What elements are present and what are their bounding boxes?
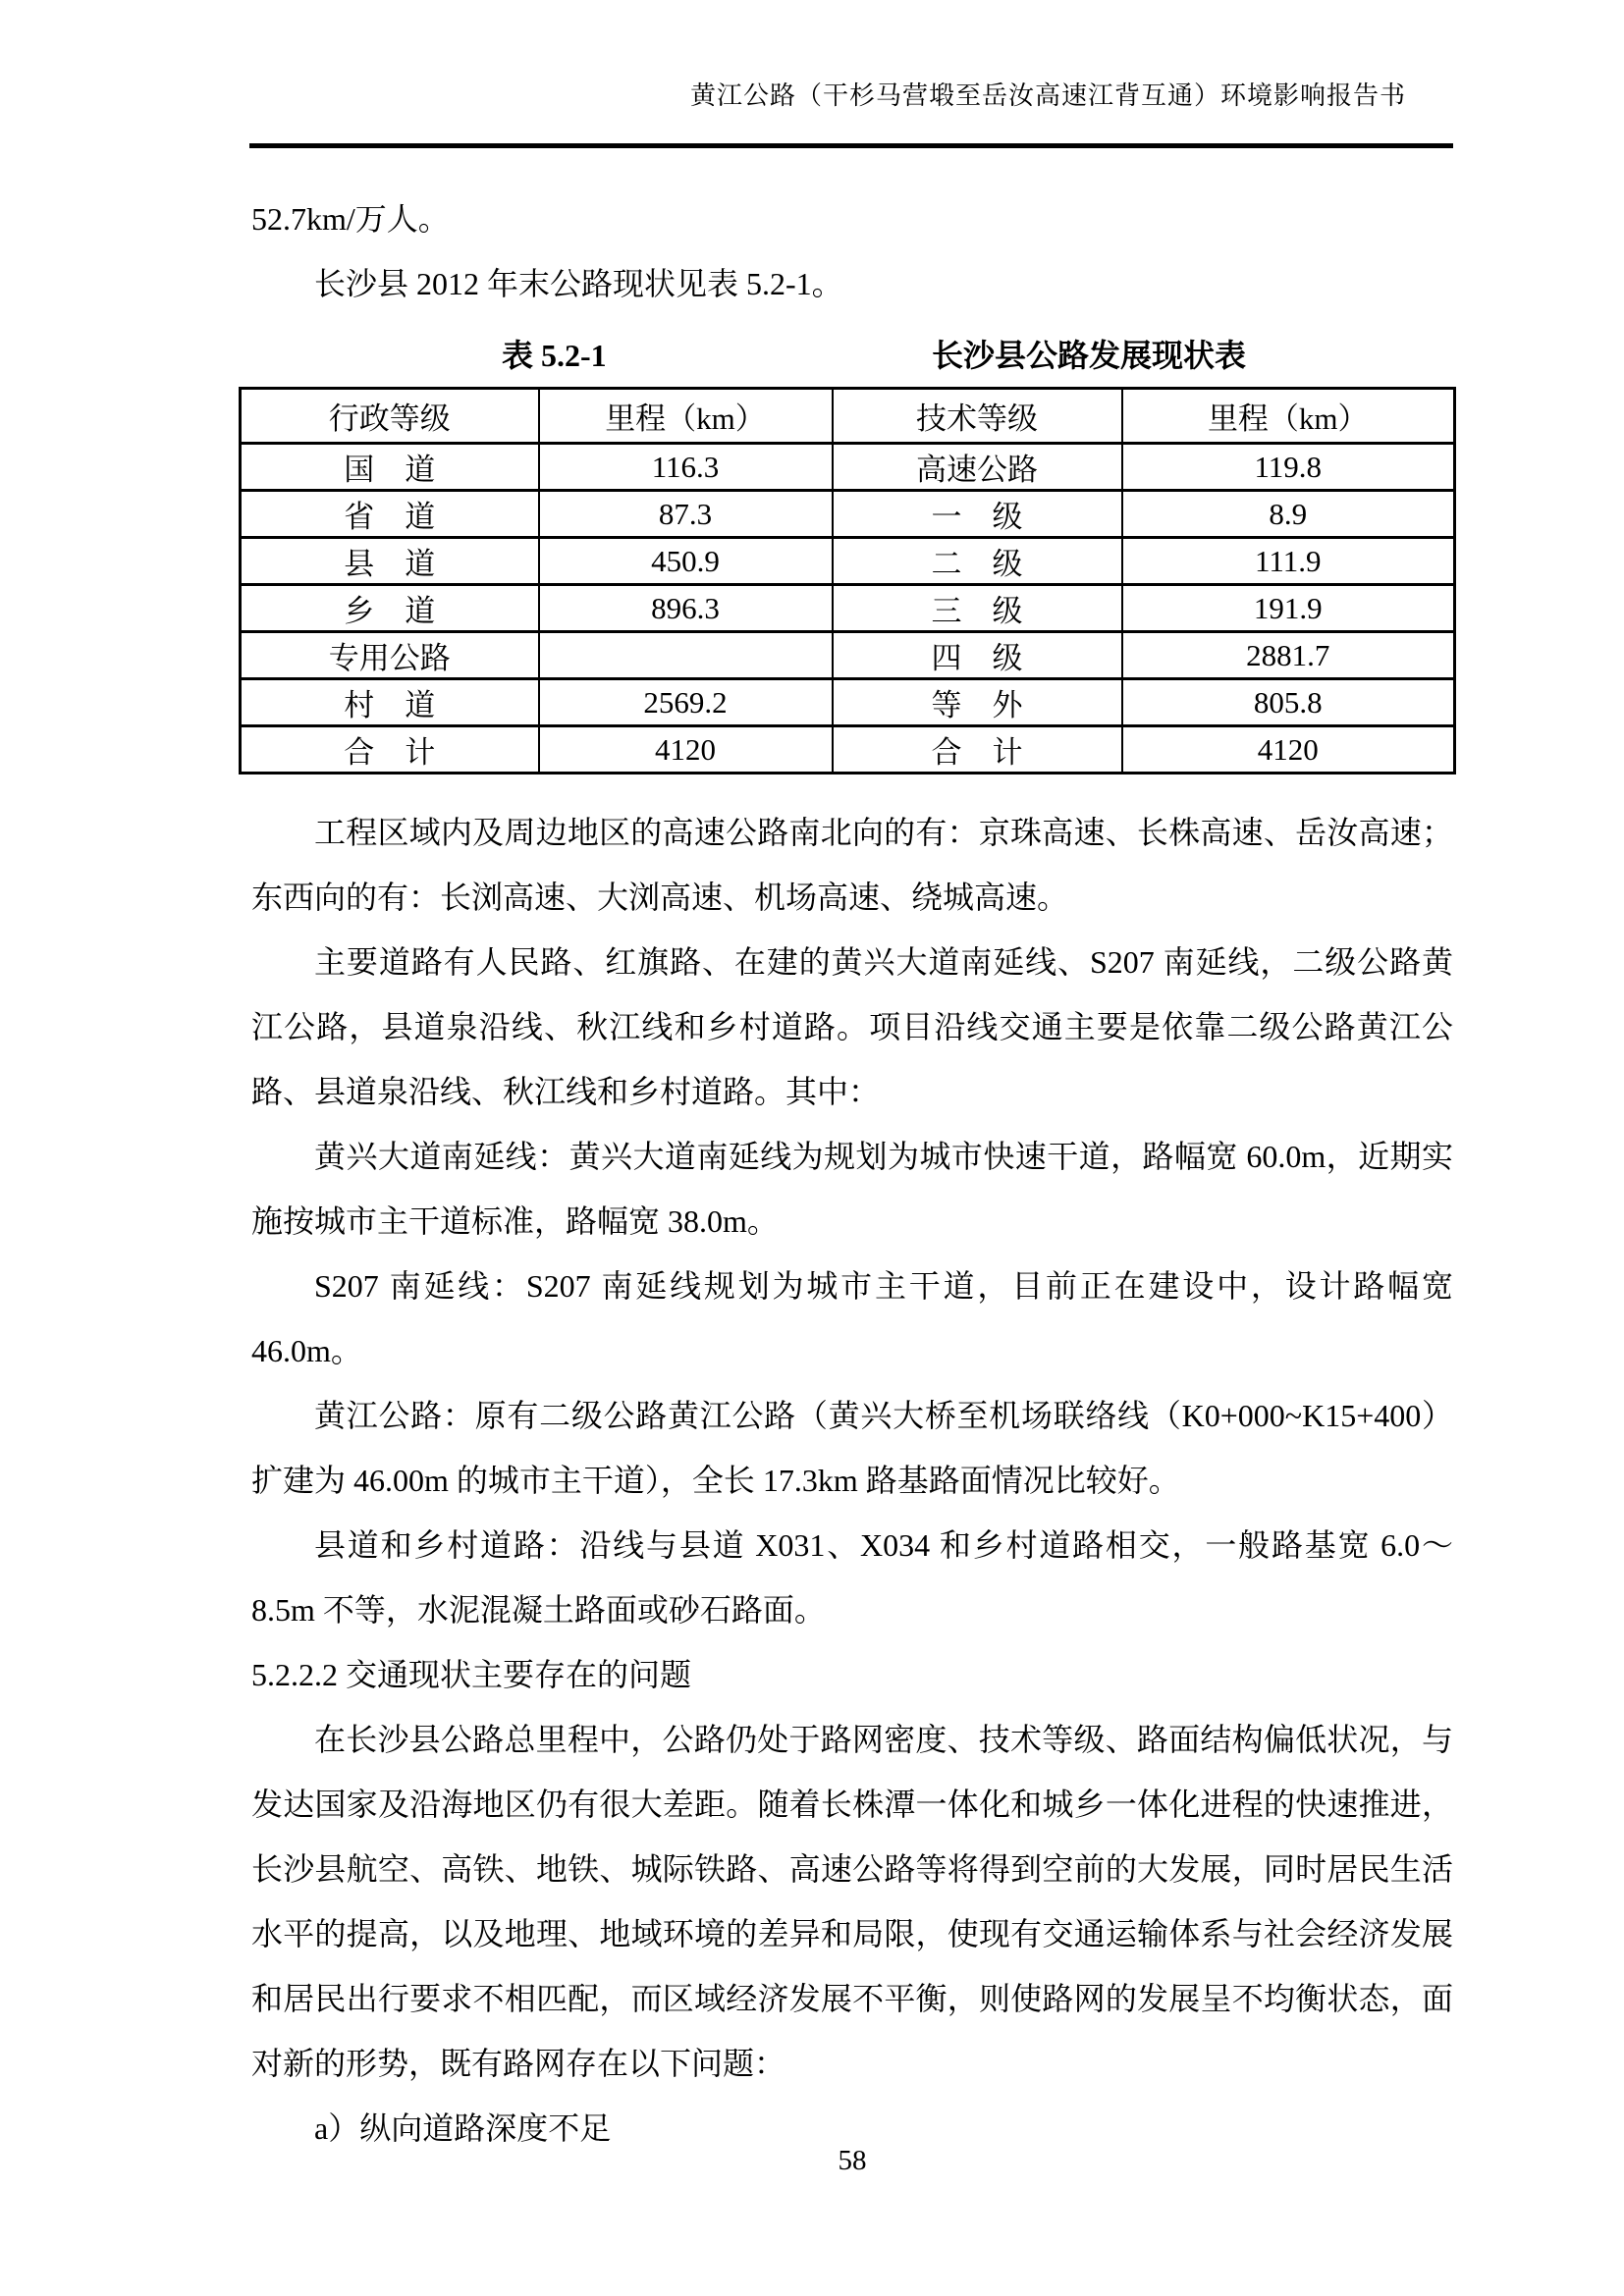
paragraph-continuation: 52.7km/万人。 — [251, 201, 450, 237]
table-header-row — [241, 389, 1455, 444]
table-cell: 二 级 — [833, 538, 1122, 585]
body-paragraph: 县道和乡村道路：沿线与县道 X031、X034 和乡村道路相交，一般路基宽 6.0～8.5m 不等，水泥混凝土路面或砂石路面。 — [251, 1527, 1453, 1628]
header-rule — [249, 143, 1453, 148]
table-cell: 8.9 — [1122, 491, 1455, 538]
table-cell: 116.3 — [539, 444, 833, 491]
table-row — [241, 679, 1455, 726]
table-cell: 省 道 — [241, 491, 539, 538]
table-row — [241, 726, 1455, 774]
table-header-cell: 里程（km） — [1122, 389, 1455, 444]
body-paragraph: 黄兴大道南延线：黄兴大道南延线为规划为城市快速干道，路幅宽 60.0m，近期实施按城市主干道标准，路幅宽 38.0m。 — [251, 1139, 1453, 1239]
table-cell: 450.9 — [539, 538, 833, 585]
table-caption-label: 表 5.2-1 — [502, 338, 607, 373]
table-cell: 三 级 — [833, 585, 1122, 632]
table-cell: 高速公路 — [833, 444, 1122, 491]
body-paragraph: 工程区域内及周边地区的高速公路南北向的有：京珠高速、长株高速、岳汝高速；东西向的有：长浏高速、大浏高速、机场高速、绕城高速。 — [251, 815, 1453, 915]
body-paragraph: 主要道路有人民路、红旗路、在建的黄兴大道南延线、S207 南延线，二级公路黄江公路，县道泉沿线、秋江线和乡村道路。项目沿线交通主要是依靠二级公路黄江公路、县道泉沿线、秋江线和乡村道路。其中： — [251, 944, 1453, 1109]
table-cell: 805.8 — [1122, 679, 1455, 726]
table-row — [241, 632, 1455, 679]
table-header-cell: 行政等级 — [241, 389, 539, 444]
table-cell: 乡 道 — [241, 585, 539, 632]
body-paragraph: 在长沙县公路总里程中，公路仍处于路网密度、技术等级、路面结构偏低状况，与发达国家及沿海地区仍有很大差距。随着长株潭一体化和城乡一体化进程的快速推进，长沙县航空、高铁、地铁、城际铁路、高速公路等将得到空前的大发展，同时居民生活水平的提高，以及地理、地域环境的差异和局限，使现有交通运输体系与社会经济发展和居民出行要求不相匹配，而区域经济发展不平衡，则使路网的发展呈不均衡状态，面对新的形势，既有路网存在以下问题： — [251, 1722, 1453, 2081]
page-content — [251, 187, 1453, 2161]
body-paragraph: S207 南延线：S207 南延线规划为城市主干道，目前正在建设中，设计路幅宽 46.0m。 — [251, 1268, 1453, 1368]
table-cell: 四 级 — [833, 632, 1122, 679]
table-cell: 4120 — [539, 726, 833, 774]
page-footer — [251, 2144, 1453, 2177]
table-cell: 4120 — [1122, 726, 1455, 774]
table-caption-title: 长沙县公路发展现状表 — [932, 338, 1247, 373]
paragraph-table-intro: 长沙县 2012 年末公路现状见表 5.2-1。 — [314, 266, 843, 301]
table-header-cell: 里程（km） — [539, 389, 833, 444]
table-cell: 合 计 — [241, 726, 539, 774]
table-header — [241, 389, 1455, 444]
table-cell: 一 级 — [833, 491, 1122, 538]
table-cell — [539, 632, 833, 679]
table-body — [241, 444, 1455, 774]
table-row — [241, 585, 1455, 632]
table-cell: 2569.2 — [539, 679, 833, 726]
body-paragraphs — [251, 800, 1453, 2161]
table-cell: 合 计 — [833, 726, 1122, 774]
section-heading: 5.2.2.2 交通现状主要存在的问题 — [251, 1657, 692, 1692]
table-row — [241, 491, 1455, 538]
table-cell: 2881.7 — [1122, 632, 1455, 679]
table-cell: 专用公路 — [241, 632, 539, 679]
running-header-title: 黄江公路（干杉马营塅至岳汝高速江背互通）环境影响报告书 — [689, 81, 1406, 110]
table-cell: 119.8 — [1122, 444, 1455, 491]
table-cell: 87.3 — [539, 491, 833, 538]
table-cell: 县 道 — [241, 538, 539, 585]
page-number: 58 — [838, 2145, 867, 2176]
table-cell: 国 道 — [241, 444, 539, 491]
table-row — [241, 538, 1455, 585]
table-cell: 村 道 — [241, 679, 539, 726]
table-cell: 111.9 — [1122, 538, 1455, 585]
body-paragraph: 黄江公路：原有二级公路黄江公路（黄兴大桥至机场联络线（K0+000~K15+400）扩建为 46.00m 的城市主干道），全长 17.3km 路基路面情况比较好。 — [251, 1398, 1453, 1498]
road-network-status-table — [239, 387, 1456, 774]
table-cell: 896.3 — [539, 585, 833, 632]
body-paragraph: a）纵向道路深度不足 — [314, 2110, 612, 2146]
table-row — [241, 444, 1455, 491]
table-header-cell: 技术等级 — [833, 389, 1122, 444]
table-caption — [251, 328, 1453, 383]
table-cell: 191.9 — [1122, 585, 1455, 632]
table-cell: 等 外 — [833, 679, 1122, 726]
